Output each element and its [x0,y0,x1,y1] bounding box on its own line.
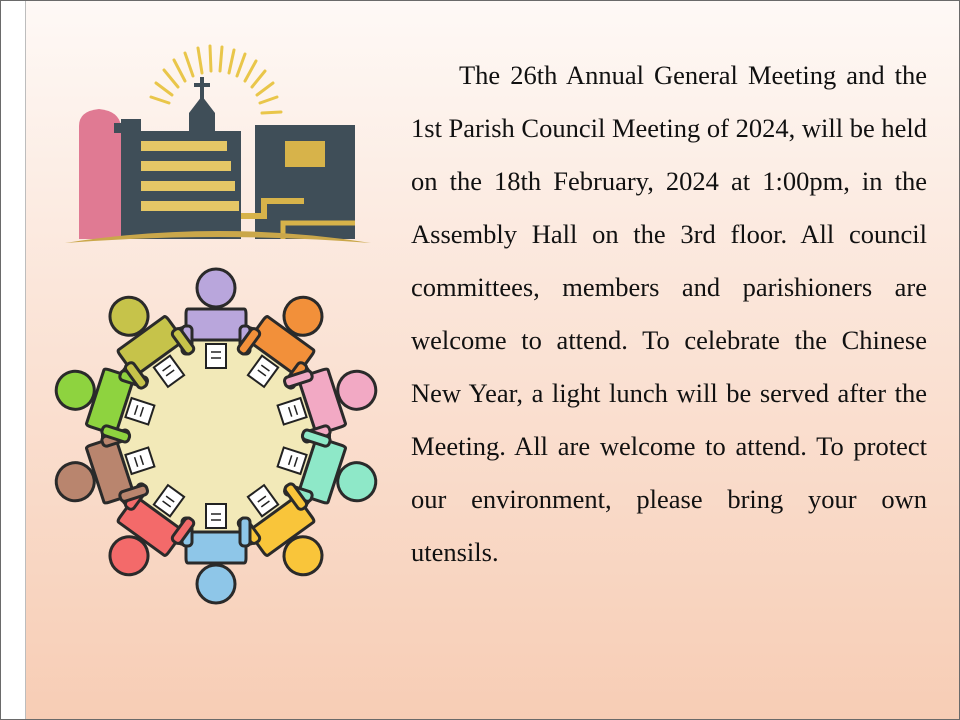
left-margin-strip [1,1,26,719]
meeting-notice-text: The 26th Annual General Meeting and the 1st Parish Council Meeting of 2024, will be held on the 18th February, 2024 at 1:00pm, in the Assembly Hall on the 3rd floor. All council committees, members and parishioners are welcome to attend. To celebrate the Chinese New Year, a light lunch will be served after the Meeting. All are welcome to attend. To protect our environment, please bring your own utensils. [411,60,927,567]
round-table-meeting-icon [31,251,401,621]
parish-church-logo-icon [59,41,379,251]
